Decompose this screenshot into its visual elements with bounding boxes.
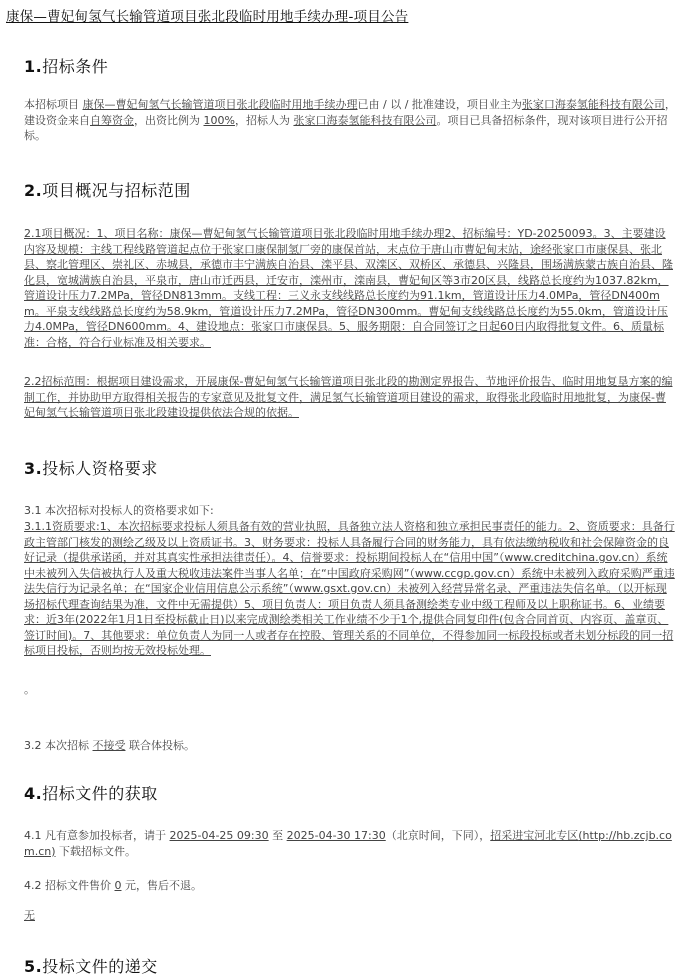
fund-source: 自筹资金 (90, 113, 134, 127)
project-overview: 2.1项目概况：1、项目名称：康保—曹妃甸氢气长输管道项目张北段临时用地手续办理2、招标编号：YD-20250093。3、主要建设内容及规模：主线工程线路管道起点位于张家口康保制氢厂旁的康保首站，末点位于唐山市曹妃甸末站，途经张家口市康保县、张北县、察北管理区、崇礼区、赤城县，承德市丰宁满族自治县、滦平县、双滦区、双桥区、承德县、兴隆县，围场满族蒙古族自治县、隆化县，宽城满族自治县，平泉市，唐山市迁西县，迁安市，滦州市，滦南县，曹妃甸区等3市20区县，线路总长度约为1037.82km，管道设计压力7.2MPa，管径DN813mm。支线工程：三义永支线线路总长度约为91.1km，管道设计压力4.0MPa，管径DN400mm。平泉支线线路总长度约为58.9km，管道设计压力7.2MPa，管径DN300mm。曹妃甸支线线路总长度约为55.0km，管道设计压力4.0MPa，管径DN600mm。4、建设地点：张家口市康保县。5、服务期限：自合同签订之日起60日内取得批复文件。6、质量标准：合格，符合行业标准及相关要求。 (24, 227, 673, 349)
text: （北京时间，下同）， (385, 829, 491, 842)
section-3-heading (24, 456, 158, 479)
consortium-value: 不接受 (92, 739, 126, 752)
tenderer: 张家口海泰氢能科技有限公司 (293, 113, 437, 127)
text: 联合体投标。 (125, 739, 195, 752)
text: 下载招标文件。 (55, 844, 137, 858)
section-4-heading (24, 781, 158, 804)
text: 3.2 本次招标 (24, 739, 93, 752)
text: 至 (268, 829, 287, 842)
tender-scope: 2.2招标范围：根据项目建设需求，开展康保-曹妃甸氢气长输管道项目张北段的勘测定界报告、节地评价报告、临时用地复垦方案的编制工作，并协助甲方取得相关报告的专家意见及批复文件，满足氢气长输管道项目建设的需求，取得张北段临时用地批复，为康保-曹妃甸氢气长输管道项目张北段建设提供依法合规的依据。 (24, 375, 673, 419)
section-4-number: 4. (24, 784, 43, 803)
document-acquisition (24, 828, 676, 859)
platform-url[interactable]: (http://hb.zcjb.com.cn) (24, 829, 672, 858)
section-2-heading (24, 178, 191, 201)
section-5-number: 5. (24, 957, 43, 976)
text: 。项目已具备招标条件，现对该项目进行公开招标。 (24, 113, 668, 142)
text: ，招标人为 (234, 113, 294, 127)
section-1-heading (24, 54, 108, 77)
page-title[interactable]: 康保—曹妃甸氢气长输管道项目张北段临时用地手续办理-项目公告 (6, 9, 409, 25)
section-1-number: 1. (24, 57, 43, 76)
qualification-end: 。 (24, 683, 35, 696)
price-value: 0 (114, 879, 122, 892)
section-2-number: 2. (24, 181, 43, 200)
section-1-paragraph (24, 97, 676, 144)
project-name: 康保—曹妃甸氢气长输管道项目张北段临时用地手续办理 (82, 98, 358, 111)
text: 4.2 招标文件售价 (24, 879, 115, 892)
text: 本招标项目 (24, 98, 83, 111)
fund-ratio: 100% (203, 113, 235, 127)
section-1-title: 招标条件 (42, 57, 109, 76)
title-bar (0, 0, 692, 30)
text: 已由 / 以 / 批准建设，项目业主为 (357, 98, 522, 111)
qualification-requirements: 3.1.1资质要求:1、本次招标要求投标人须具备有效的营业执照，具备独立法人资格和独立承担民事责任的能力。2、资质要求：具备行政主管部门核发的测绘乙级及以上资质证书。3、财务要求：投标人具备履行合同的财务能力，具有依法缴纳税收和社会保障资金的良好记录（提供承诺函，并对其真实性承担法律责任）。4、信誉要求：投标期间投标人在“信用中国”（www.creditchina.gov.cn）系统中未被列入失信被执行人及重大税收违法案件当事人名单；在“中国政府采购网”（www.ccgp.gov.cn）系统中未被列入政府采购严重违法失信行为记录名单；在“国家企业信用信息公示系统”（www.gsxt.gov.cn）未被列入经营异常名录、严重违法失信名单。（以开标现场招标代理查询结果为准，文件中无需提供）5、项目负责人：项目负责人须具备测绘类专业中级工程师及以上职称证书。6、业绩要求：近3年(2022年1月1日至投标截止日)以来完成测绘类相关工作业绩不少于1个,提供合同复印件(包含合同首页、内容页、盖章页、签订时间)。7、其他要求：单位负责人为同一人或者存在控股、管理关系的不同单位，不得参加同一标段投标或者未划分标段的同一招标项目投标，否则均按无效投标处理。 (24, 520, 675, 657)
section-5-title: 投标文件的递交 (42, 957, 158, 976)
start-time: 2025-04-25 09:30 (169, 829, 269, 842)
text: 元，售后不退。 (121, 879, 202, 892)
other-note: 无 (24, 909, 35, 922)
section-3-title: 投标人资格要求 (42, 459, 158, 478)
text: ，建设资金来自 (24, 98, 676, 127)
section-4-title: 招标文件的获取 (42, 784, 158, 803)
qualification-intro: 3.1 本次招标对投标人的资格要求如下: (24, 504, 214, 517)
section-3-number: 3. (24, 459, 43, 478)
project-owner: 张家口海泰氢能科技有限公司 (521, 98, 665, 111)
end-time: 2025-04-30 17:30 (286, 829, 386, 842)
document-price (24, 878, 676, 894)
section-2-title: 项目概况与招标范围 (42, 181, 191, 200)
platform-link[interactable]: 招采进宝河北专区 (490, 829, 579, 842)
section-5-heading (24, 954, 158, 977)
text: 4.1 凡有意参加投标者，请于 (24, 829, 170, 842)
consortium-policy (24, 738, 676, 754)
text: ，出资比例为 (134, 113, 204, 127)
